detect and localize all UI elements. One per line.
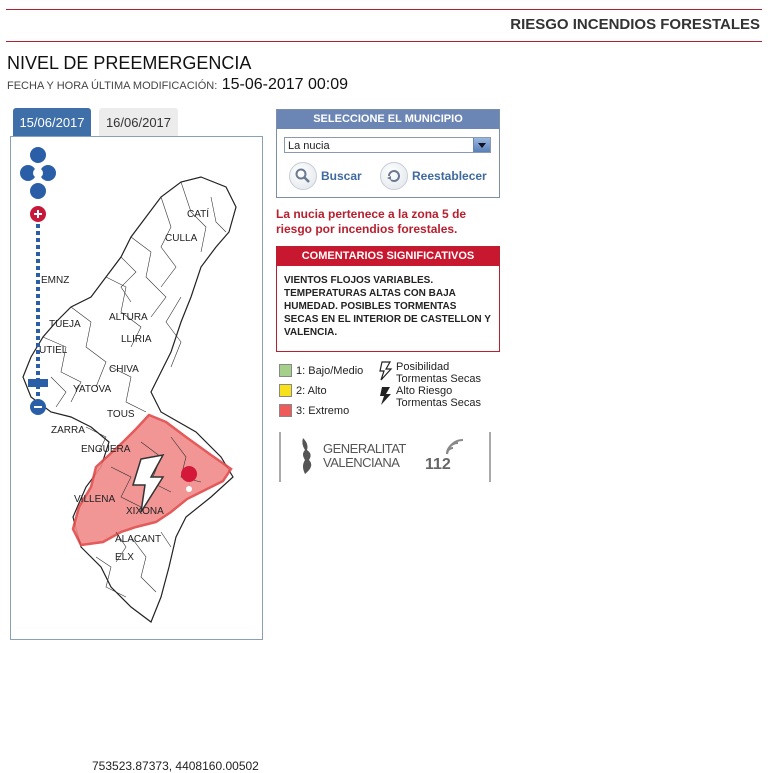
section-title: RIESGO INCENDIOS FORESTALES — [510, 16, 760, 33]
storm-outline-icon — [378, 361, 394, 381]
legend-swatch-high — [279, 384, 292, 397]
legend-label-high: 2: Alto — [296, 384, 327, 397]
map-label: UTIEL — [39, 345, 68, 356]
last-modified — [7, 76, 348, 94]
map-label: EMNZ — [41, 275, 70, 286]
region-map-svg[interactable] — [11, 137, 262, 639]
legend-storm-possible-l1: Posibilidad — [396, 361, 450, 373]
zoom-slider-handle — [28, 379, 48, 387]
map-coordinates: 753523.87373, 4408160.00502 — [92, 759, 259, 773]
legend-storm-high-l2: Tormentas Secas — [396, 397, 481, 409]
legend-label-low: 1: Bajo/Medio — [296, 364, 364, 377]
legend-storm-high-l1: Alto Riesgo — [396, 385, 453, 397]
municipio-select[interactable] — [284, 137, 491, 153]
map-label: ELX — [115, 552, 134, 563]
map-label: CULLA — [165, 233, 198, 244]
tab-date-1[interactable]: 15/06/2017 — [13, 108, 91, 136]
zone-message: La nucia pertenece a la zona 5 de riesgo por incendios forestales. — [276, 207, 467, 236]
legend-storm-high — [378, 386, 394, 411]
storm-filled-icon — [378, 386, 394, 406]
chevron-down-icon[interactable] — [473, 138, 490, 152]
legend-storm-possible-text — [396, 361, 481, 385]
map-label: CATÍ — [187, 209, 210, 220]
search-button[interactable] — [289, 162, 362, 190]
last-modified-label: FECHA Y HORA ÚLTIMA MODIFICACIÓN — [7, 80, 215, 92]
gva-logo-line2: VALENCIANA — [323, 455, 400, 470]
map-label: YATOVA — [73, 384, 112, 395]
header-bottom-rule — [6, 41, 762, 42]
municipio-select-value: La nucia — [288, 140, 330, 152]
legend-swatch-extreme — [279, 404, 292, 417]
gva-logo — [299, 436, 406, 476]
comments-header: COMENTARIOS SIGNIFICATIVOS — [277, 247, 499, 266]
search-icon — [289, 162, 317, 190]
map-label: ENGUERA — [81, 444, 131, 455]
header-top-rule — [6, 9, 762, 10]
map-label: ALTURA — [109, 312, 148, 323]
map-label: ALACANT — [115, 534, 162, 545]
map-label: TUEJA — [49, 319, 81, 330]
map-label: TOUS — [107, 409, 135, 420]
reset-button-label: Reestablecer — [412, 169, 487, 183]
last-modified-colon: : — [214, 80, 218, 92]
map-label: LLIRIA — [121, 334, 152, 345]
legend-high — [279, 384, 327, 397]
tab-date-2[interactable]: 16/06/2017 — [99, 108, 178, 136]
legend-storm-possible-l2: Tormentas Secas — [396, 373, 481, 385]
pan-up-icon — [30, 147, 46, 163]
legend-swatch-low — [279, 364, 292, 377]
reset-button[interactable] — [380, 162, 487, 190]
legend-label-extreme: 3: Extremo — [296, 404, 350, 417]
page-title: NIVEL DE PREEMERGENCIA — [7, 53, 252, 73]
municipio-header: SELECCIONE EL MUNICIPIO — [277, 110, 499, 129]
legend-low — [279, 364, 363, 377]
gva-logo-line1: GENERALITAT — [323, 441, 406, 456]
logo-divider-right — [489, 432, 491, 482]
risk-map[interactable] — [10, 136, 263, 773]
municipio-panel — [276, 109, 500, 198]
legend-extreme — [279, 404, 349, 417]
last-modified-value: 15-06-2017 00:09 — [221, 76, 349, 93]
map-label: CHIVA — [109, 364, 139, 375]
legend-storm-possible — [378, 361, 394, 386]
logos-strip — [279, 432, 491, 482]
gva-emblem-icon — [299, 436, 319, 476]
emergency-logo — [425, 438, 469, 483]
map-label: VILLENA — [74, 494, 116, 505]
pan-down-icon — [30, 183, 46, 199]
logo-divider-left — [279, 432, 281, 482]
comments-body: VIENTOS FLOJOS VARIABLES. TEMPERATURAS ALTAS CON BAJA HUMEDAD. POSIBLES TORMENTAS SECAS EN EL INTERIOR DE CASTELLON Y VALENCIA. — [284, 275, 491, 338]
legend-storm-high-text — [396, 385, 481, 409]
map-label: XIXONA — [126, 506, 164, 517]
emergency-number: 112 — [425, 456, 451, 473]
search-button-label: Buscar — [321, 169, 362, 183]
comments-panel — [276, 246, 500, 352]
map-label: ZARRA — [51, 425, 85, 436]
refresh-icon — [380, 162, 408, 190]
